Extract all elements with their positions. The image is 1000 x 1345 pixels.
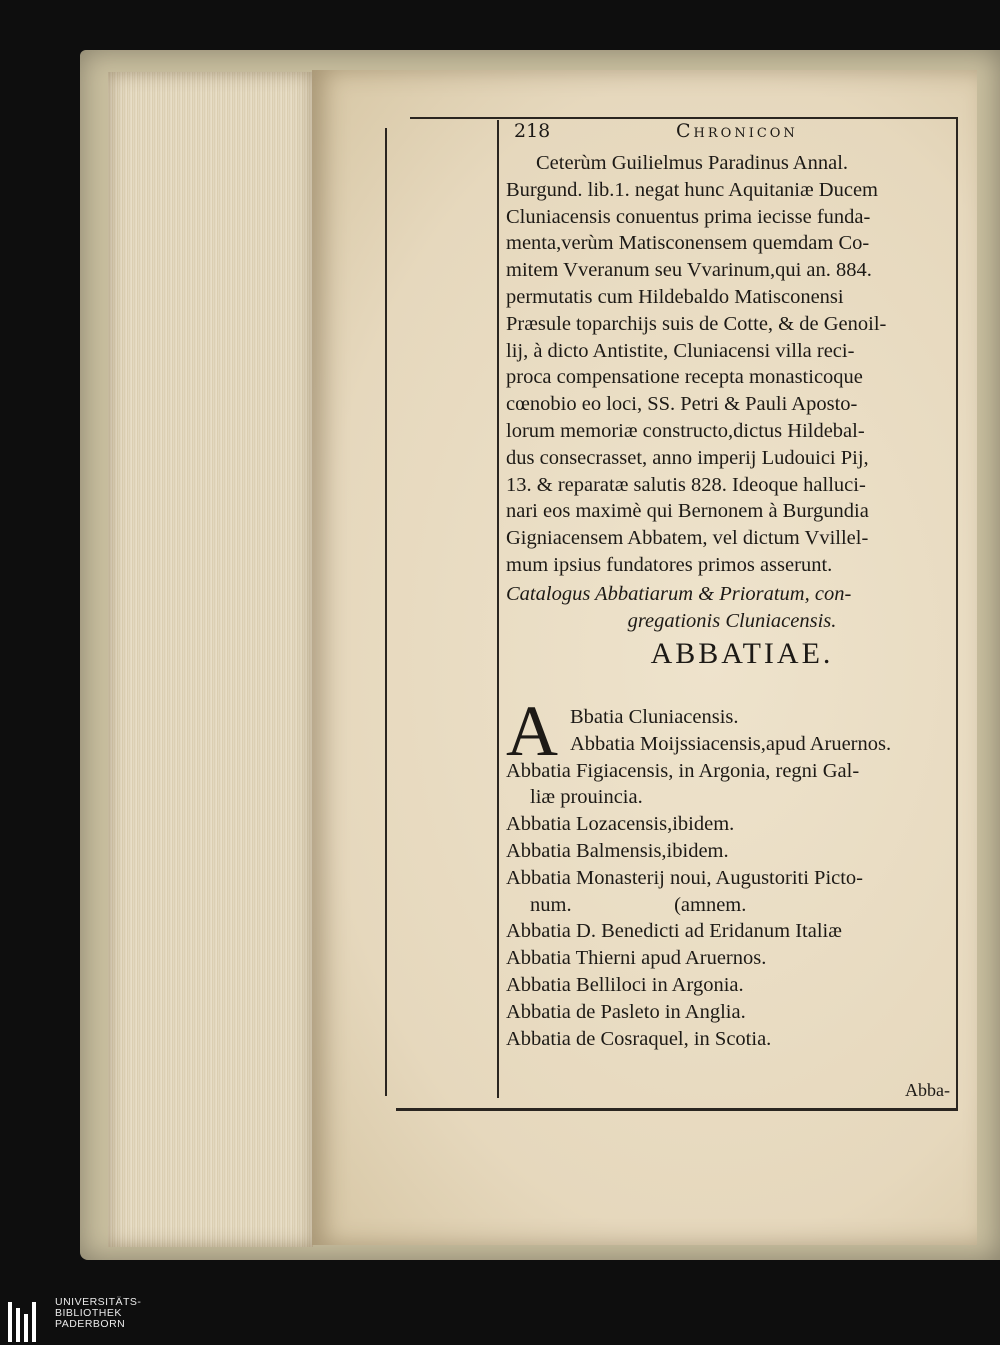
- list-item: Abbatia D. Benedicti ad Eridanum Italiæ: [506, 920, 842, 943]
- text-line: permutatis cum Hildebaldo Matisconensi: [506, 285, 844, 308]
- list-item: Abbatia de Cosraquel, in Scotia.: [506, 1027, 772, 1050]
- catalog-title: [506, 581, 958, 635]
- abbey-list: [506, 704, 958, 1052]
- library-name-line: UNIVERSITÄTS-: [55, 1296, 142, 1308]
- list-item: Abbatia Lozacensis,ibidem.: [506, 813, 735, 836]
- text-line: Cluniacensis conuentus prima iecisse funda-: [506, 205, 871, 228]
- text-line: mitem Vveranum seu Vvarinum,qui an. 884.: [506, 259, 872, 282]
- catalog-title-line: Catalogus Abbatiarum & Prioratum, con-: [506, 582, 852, 605]
- text-line: dus consecrasset, anno imperij Ludouici Pij,: [506, 446, 869, 469]
- library-footer: [0, 1290, 1000, 1345]
- library-name-line: BIBLIOTHEK: [55, 1307, 122, 1319]
- text-line: lorum memoriæ constructo,dictus Hildebal-: [506, 419, 865, 442]
- text-line: cœnobio eo loci, SS. Petri & Pauli Aposto-: [506, 393, 858, 416]
- list-item: liæ prouincia.: [530, 786, 643, 809]
- list-item: Abbatia Thierni apud Aruernos.: [506, 947, 767, 970]
- list-item: Abbatia Figiacensis, in Argonia, regni Gal-: [506, 759, 860, 782]
- catchword: Abba-: [905, 1080, 950, 1100]
- list-item: num. (amnem.: [530, 893, 747, 916]
- page-edges: [108, 72, 313, 1247]
- body-text: [506, 150, 958, 674]
- text-line: Præsule toparchijs suis de Cotte, & de Genoil-: [506, 312, 887, 335]
- text-line: lij, à dicto Antistite, Cluniacensi villa reci-: [506, 339, 855, 362]
- library-name-line: PADERBORN: [55, 1318, 126, 1330]
- text-line: 13. & reparatæ salutis 828. Ideoque halluci-: [506, 473, 866, 496]
- section-heading: ABBATIAE.: [650, 637, 834, 671]
- running-title: Chronicon: [676, 120, 798, 142]
- text-line: mum ipsius fundatores primos asserunt.: [506, 553, 833, 576]
- gutter-rule: [385, 128, 387, 1096]
- list-item: Abbatia Monasterij noui, Augustoriti Picto-: [506, 866, 864, 889]
- page-number: 218: [514, 120, 551, 142]
- drop-cap: A: [506, 691, 558, 771]
- list-item: Abbatia de Pasleto in Anglia.: [506, 1000, 746, 1023]
- frame-rule-bottom: [396, 1108, 958, 1111]
- text-line: nari eos maximè qui Bernonem à Burgundia: [506, 500, 869, 523]
- list-item: Bbatia Cluniacensis.: [570, 706, 739, 728]
- page-header: [508, 118, 953, 146]
- catalog-title-line: gregationis Cluniacensis.: [627, 609, 837, 632]
- library-logo-icon: [8, 1302, 40, 1342]
- library-name: [55, 1297, 141, 1330]
- text-line: menta,verùm Matisconensem quemdam Co-: [506, 232, 870, 255]
- text-line: proca compensatione recepta monasticoque: [506, 366, 863, 389]
- list-item: Abbatia Balmensis,ibidem.: [506, 839, 729, 862]
- list-item: Abbatia Belliloci in Argonia.: [506, 973, 744, 996]
- text-line: Gigniacensem Abbatem, vel dictum Vvillel-: [506, 527, 869, 550]
- list-item: Abbatia Moijssiacensis,apud Aruernos.: [570, 732, 892, 755]
- text-line: Burgund. lib.1. negat hunc Aquitaniæ Ducem: [506, 178, 878, 201]
- text-line: Ceterùm Guilielmus Paradinus Annal.: [536, 152, 849, 174]
- frame-rule-left: [497, 120, 499, 1098]
